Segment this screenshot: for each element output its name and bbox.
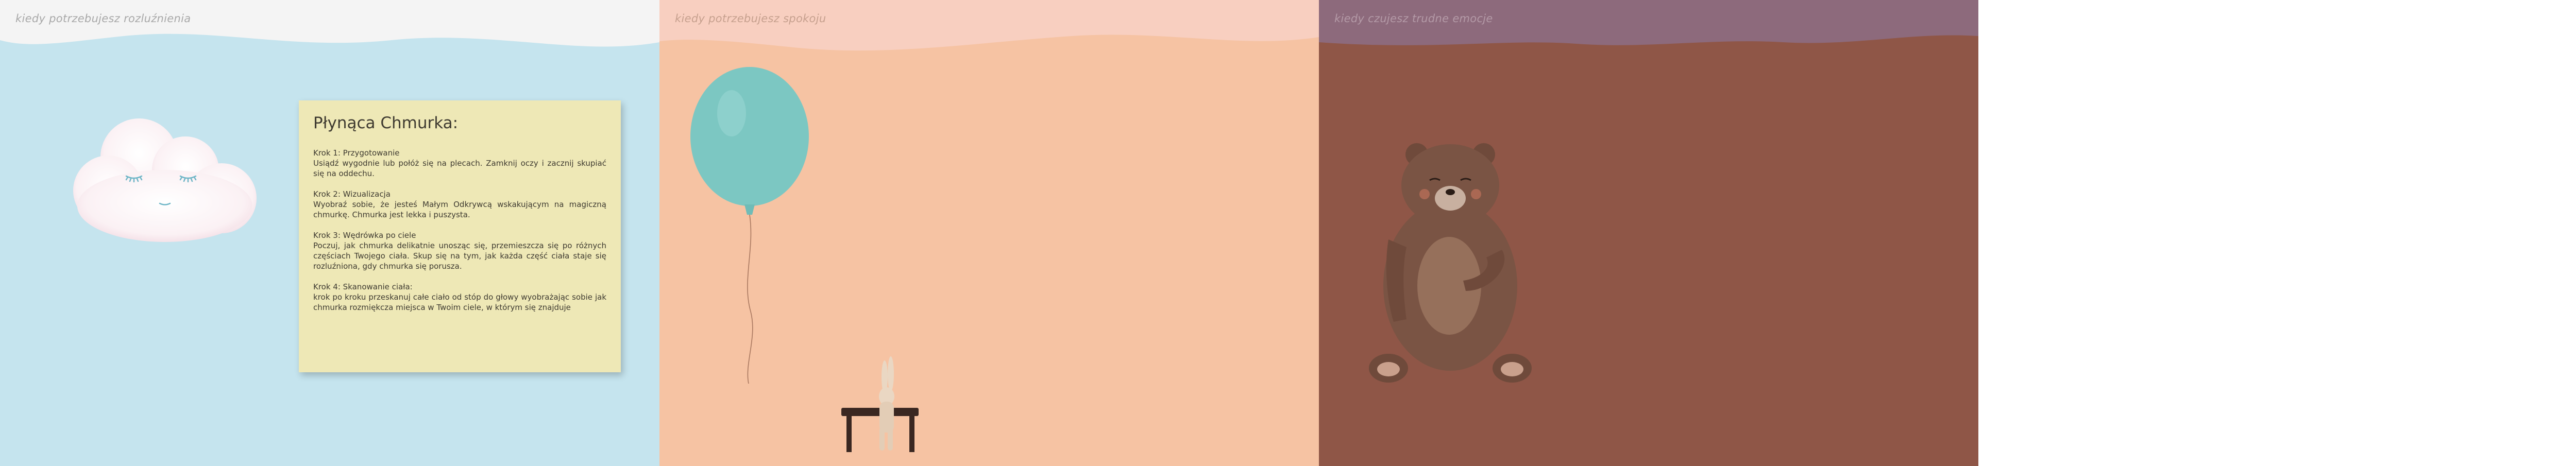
- step-text: Usiądź wygodnie lub połóż się na plecach. Zamknij oczy i zacznij skupiać się na oddechu.: [313, 159, 606, 178]
- cloud-illustration: [67, 108, 273, 247]
- step: [313, 282, 606, 313]
- bear-illustration: [1358, 136, 1558, 394]
- step-text: Wyobraź sobie, że jesteś Małym Odkrywcą wskakującym na magiczną chmurkę. Chmurka jest lekka i puszysta.: [313, 200, 606, 219]
- step-label: Krok 1: Przygotowanie: [313, 148, 400, 158]
- panel-relaxation: [0, 0, 659, 466]
- step-text: Poczuj, jak chmurka delikatnie unosząc się, przemieszcza się po różnych częściach Twojego ciała. Skup się na tym, jak każda część ciała staje się rozluźniona, gdy chmurka się porusza.: [313, 241, 606, 271]
- step: [313, 148, 606, 179]
- step-label: Krok 2: Wizualizacja: [313, 189, 391, 199]
- top-wave-band: [0, 0, 659, 67]
- step: [313, 189, 606, 220]
- panel-category-label: kiedy czujesz trudne emocje: [1334, 12, 1493, 25]
- top-wave-band: [1319, 0, 1978, 67]
- top-wave-band: [659, 0, 1319, 67]
- exercise-card-cloud: [299, 100, 621, 372]
- card-title: Płynąca Chmurka:: [313, 114, 459, 132]
- step: [313, 230, 606, 271]
- step-text: krok po kroku przeskanuj całe ciało od stóp do głowy wyobrażając sobie jak chmurka rozmiękcza miejsca w Twoim ciele, w którym się znajduje: [313, 292, 606, 312]
- bunny-on-bench-illustration: [837, 345, 925, 456]
- step-label: Krok 4: Skanowanie ciała:: [313, 282, 413, 291]
- panel-calm: [659, 0, 1319, 466]
- panel-category-label: kiedy potrzebujesz spokoju: [675, 12, 826, 25]
- step-label: Krok 3: Wędrówka po ciele: [313, 231, 416, 240]
- panel-difficult-emotions: [1319, 0, 1978, 466]
- panel-category-label: kiedy potrzebujesz rozluźnienia: [15, 12, 191, 25]
- balloon-illustration: [683, 64, 817, 394]
